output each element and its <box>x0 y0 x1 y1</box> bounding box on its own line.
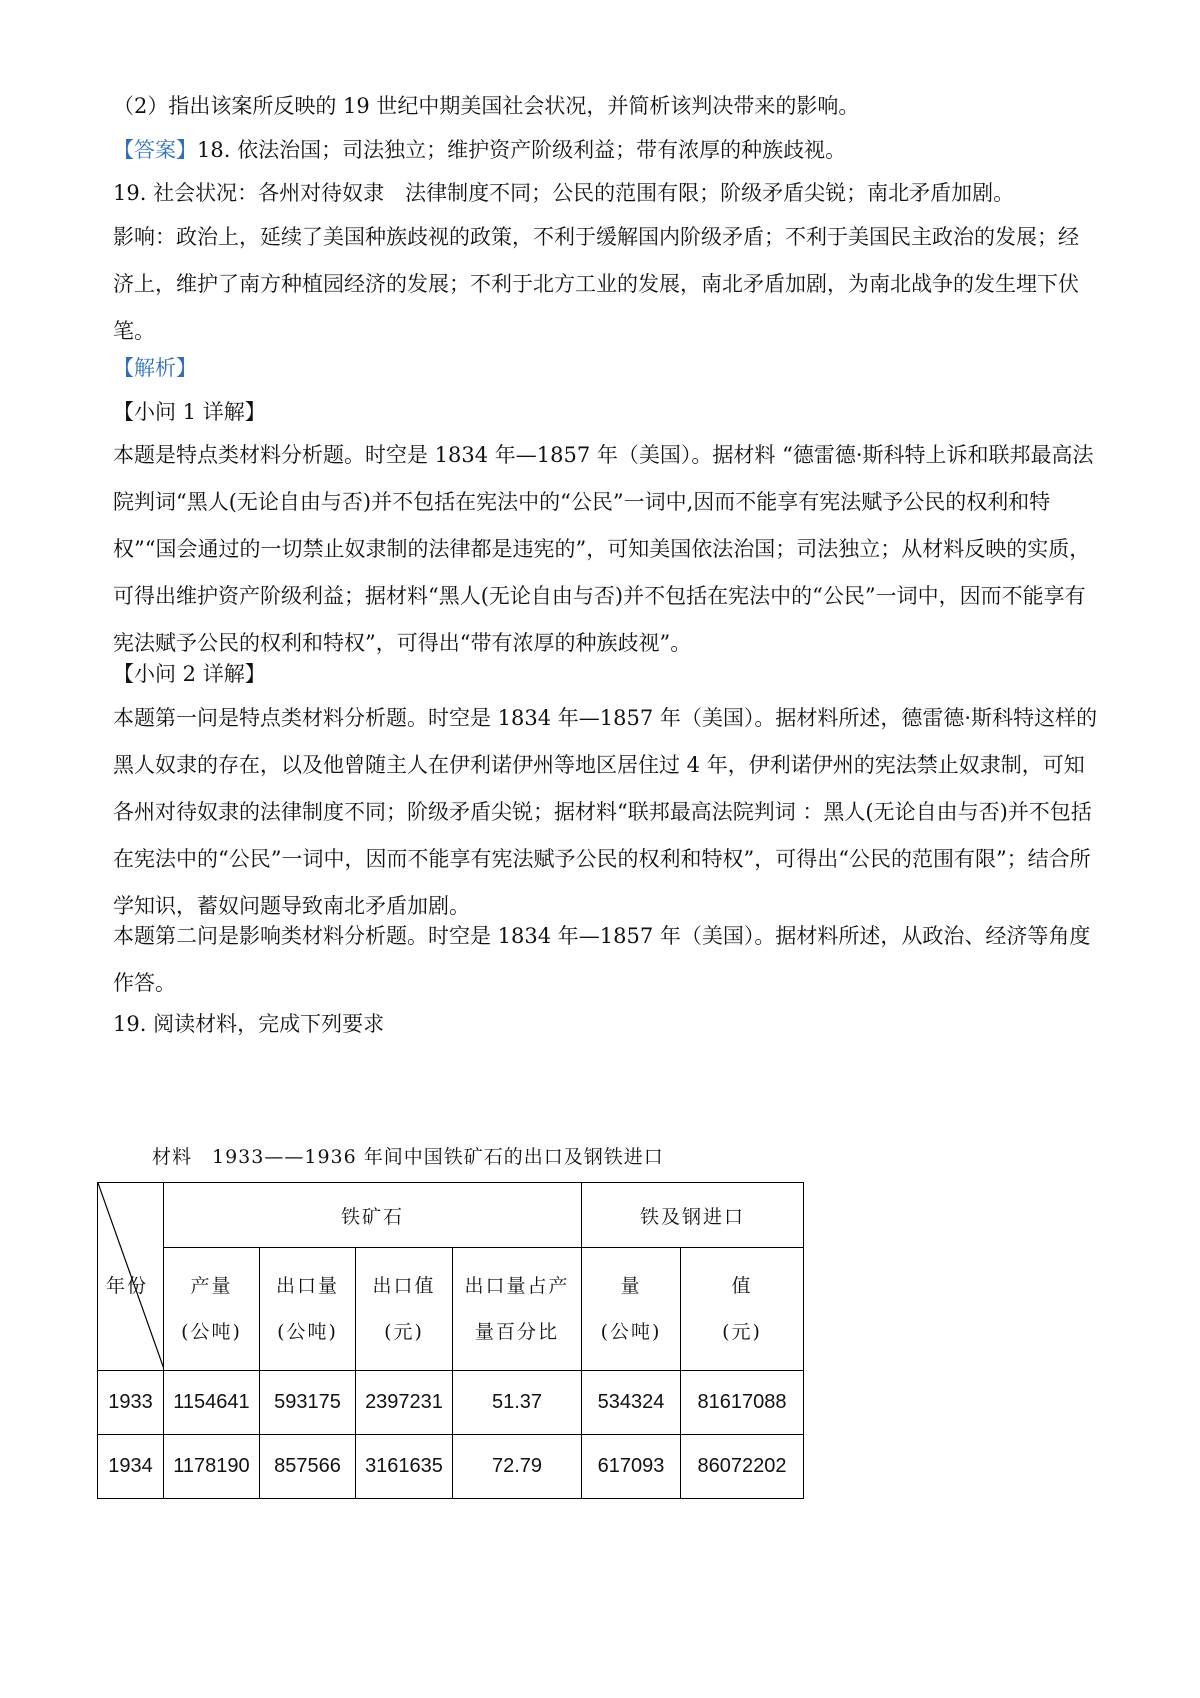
table-caption: 材料 1933——1936 年间中国铁矿石的出口及钢铁进口 <box>152 1146 664 1168</box>
question-2-text: （2）指出该案所反映的 19 世纪中期美国社会状况，并简析该判决带来的影响。 <box>113 94 860 118</box>
col-header-export-value: 出口值 (元) <box>356 1248 453 1371</box>
cell-year: 1934 <box>98 1435 164 1499</box>
cell-export-volume: 857566 <box>260 1435 356 1499</box>
header-row-2 <box>98 1248 804 1371</box>
cell-production: 1178190 <box>164 1435 260 1499</box>
cell-export-value: 2397231 <box>356 1371 453 1435</box>
analysis-tag: 【解析】 <box>113 356 197 380</box>
col-header-export-volume: 出口量 (公吨) <box>260 1248 356 1371</box>
group-steel-import: 铁及钢进口 <box>582 1183 804 1248</box>
col-header-export-share: 出口量占产 量百分比 <box>453 1248 582 1371</box>
sub-question-2-title: 【小问 2 详解】 <box>113 662 266 686</box>
year-label: 年份 <box>106 1275 149 1297</box>
sub-question-1-body: 本题是特点类材料分析题。时空是 1834 年—1857 年（美国）。据材料 “德雷德·斯科特上诉和联邦最高法院判词“黑人(无论自由与否)并不包括在宪法中的“公民”一词中,因而不能享有宪法赋予公民的权利和特权”“国会通过的一切禁止奴隶制的法律都是违宪的”，可知美国依法治国；司法独立；从材料反映的实质，可得出维护资产阶级利益；据材料“黑人(无论自由与否)并不包括在宪法中的“公民”一词中，因而不能享有宪法赋予公民的权利和特权”，可得出“带有浓厚的种族歧视”。 <box>113 443 1094 655</box>
group-iron-ore: 铁矿石 <box>164 1183 582 1248</box>
sub-question-2-body-2: 本题第二问是影响类材料分析题。时空是 1834 年—1857 年（美国）。据材料所述，从政治、经济等角度作答。 <box>113 924 1091 995</box>
col-header-import-value: 值 (元) <box>681 1248 804 1371</box>
corner-cell <box>98 1183 164 1371</box>
cell-export-volume: 593175 <box>260 1371 356 1435</box>
table-row <box>98 1371 804 1435</box>
answer-18: 18. 依法治国；司法独立；维护资产阶级利益；带有浓厚的种族歧视。 <box>197 138 847 162</box>
cell-export-value: 3161635 <box>356 1435 453 1499</box>
cell-import-value: 81617088 <box>681 1371 804 1435</box>
question-19-title: 19. 阅读材料，完成下列要求 <box>113 1012 385 1036</box>
cell-import-volume: 617093 <box>582 1435 681 1499</box>
col-header-import-volume: 量 (公吨) <box>582 1248 681 1371</box>
iron-ore-table <box>97 1182 804 1499</box>
cell-import-value: 86072202 <box>681 1435 804 1499</box>
sub-question-1-title: 【小问 1 详解】 <box>113 400 266 424</box>
cell-export-share: 51.37 <box>453 1371 582 1435</box>
cell-production: 1154641 <box>164 1371 260 1435</box>
cell-import-volume: 534324 <box>582 1371 681 1435</box>
sub-question-2-body-1: 本题第一问是特点类材料分析题。时空是 1834 年—1857 年（美国）。据材料所述，德雷德·斯科特这样的黑人奴隶的存在，以及他曾随主人在伊利诺伊州等地区居住过 4 年，伊利诺伊州的宪法禁止奴隶制，可知各州对待奴隶的法律制度不同；阶级矛盾尖锐；据材料“联邦最高法院判词 ：黑人(无论自由与否)并不包括在宪法中的“公民”一词中，因而不能享有宪法赋予公民的权利和特权”，可得出“公民的范围有限”；结合所学知识，蓄奴问题导致南北矛盾加剧。 <box>113 706 1098 918</box>
impact-paragraph: 影响：政治上，延续了美国种族歧视的政策，不利于缓解国内阶级矛盾；不利于美国民主政治的发展；经济上，维护了南方种植园经济的发展；不利于北方工业的发展，南北矛盾加剧，为南北战争的发生埋下伏笔。 <box>113 225 1079 343</box>
cell-export-share: 72.79 <box>453 1435 582 1499</box>
answer-tag: 【答案】 <box>113 138 197 162</box>
header-row-1 <box>98 1183 804 1248</box>
table-row <box>98 1435 804 1499</box>
answer-line <box>113 127 1098 174</box>
cell-year: 1933 <box>98 1371 164 1435</box>
col-header-production: 产量 (公吨) <box>164 1248 260 1371</box>
answer-19: 19. 社会状况：各州对待奴隶 法律制度不同；公民的范围有限；阶级矛盾尖锐；南北矛盾加剧。 <box>113 181 1015 205</box>
